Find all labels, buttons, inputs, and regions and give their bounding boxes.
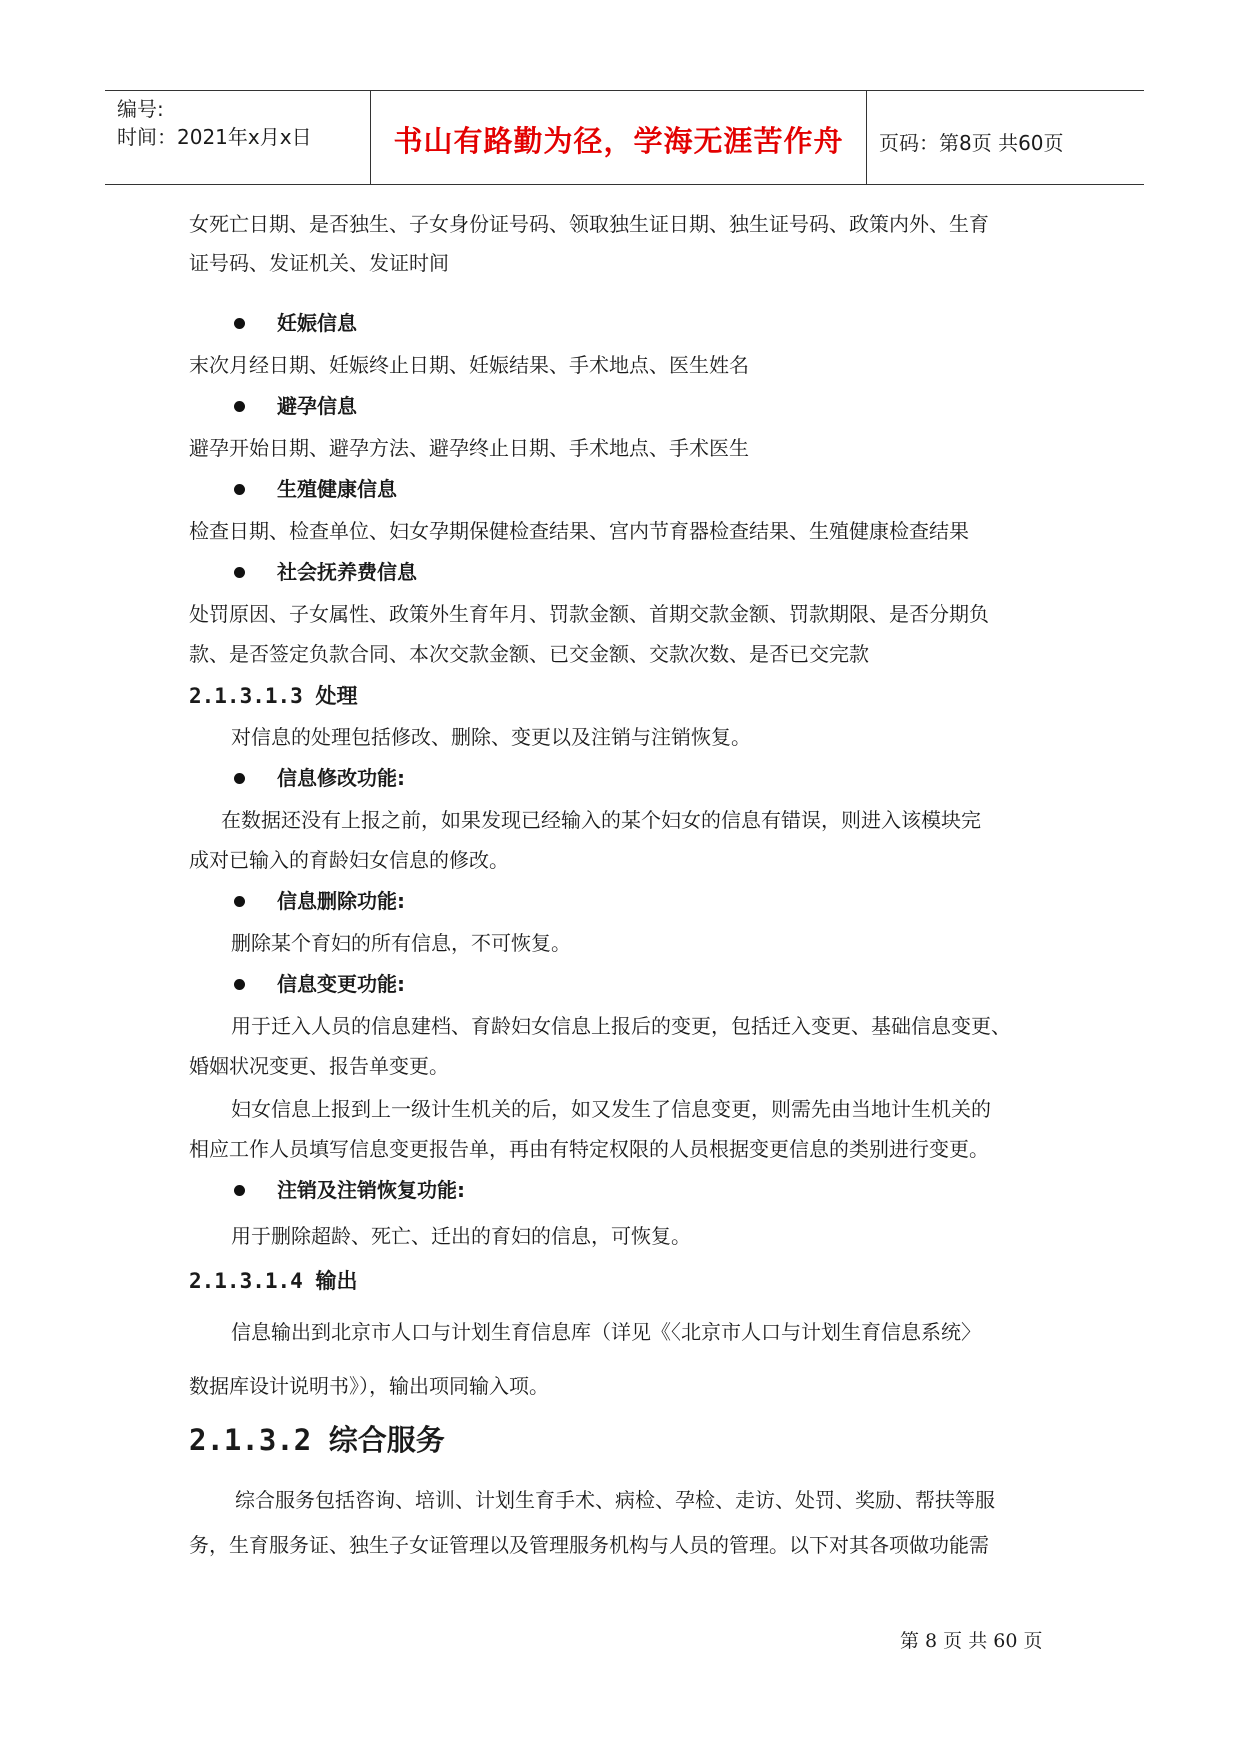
paragraph-line: 删除某个育妇的所有信息，不可恢复。	[231, 931, 571, 955]
paragraph-line: 婚姻状况变更、报告单变更。	[189, 1054, 449, 1078]
bullet-heading: 信息变更功能:	[277, 972, 405, 996]
bullet-heading: 社会抚养费信息	[277, 560, 417, 584]
bullet-icon	[234, 773, 245, 784]
paragraph-line: 数据库设计说明书》），输出项同输入项。	[189, 1374, 549, 1398]
time-label: 时间：2021年x月x日	[117, 125, 312, 149]
bullet-heading: 信息修改功能:	[277, 766, 405, 790]
bullet-icon	[234, 979, 245, 990]
bullet-icon	[234, 318, 245, 329]
section-heading-2131-4	[189, 1265, 357, 1295]
paragraph-line: 妇女信息上报到上一级计生机关的后，如又发生了信息变更，则需先由当地计生机关的	[231, 1097, 991, 1121]
section-number: 2.1.3.2	[189, 1423, 312, 1457]
section-heading-2131-3	[189, 680, 357, 710]
bullet-icon	[234, 484, 245, 495]
paragraph-line: 务，生育服务证、独生子女证管理以及管理服务机构与人员的管理。以下对其各项做功能需	[189, 1533, 989, 1557]
page-header	[105, 90, 1144, 185]
section-number: 2.1.3.1.3	[189, 684, 303, 708]
paragraph-line: 用于迁入人员的信息建档、育龄妇女信息上报后的变更，包括迁入变更、基础信息变更、	[231, 1014, 1011, 1038]
paragraph-line: 信息输出到北京市人口与计划生育信息库（详见《〈北京市人口与计划生育信息系统〉	[231, 1320, 981, 1344]
paragraph-line: 对信息的处理包括修改、删除、变更以及注销与注销恢复。	[231, 725, 751, 749]
paragraph-line: 在数据还没有上报之前，如果发现已经输入的某个妇女的信息有错误，则进入该模块完	[221, 808, 981, 832]
section-number: 2.1.3.1.4	[189, 1269, 303, 1293]
bullet-icon	[234, 1185, 245, 1196]
section-title: 综合服务	[328, 1423, 445, 1457]
page-code: 页码：第8页 共60页	[879, 131, 1064, 155]
bullet-heading: 避孕信息	[277, 394, 357, 418]
header-meta-cell	[105, 91, 371, 184]
section-title: 处理	[315, 684, 358, 708]
paragraph-line: 相应工作人员填写信息变更报告单，再由有特定权限的人员根据变更信息的类别进行变更。	[189, 1137, 989, 1161]
bullet-heading: 注销及注销恢复功能:	[277, 1178, 465, 1202]
section-title: 输出	[315, 1269, 358, 1293]
paragraph-line: 避孕开始日期、避孕方法、避孕终止日期、手术地点、手术医生	[189, 436, 749, 460]
bullet-icon	[234, 401, 245, 412]
motto: 书山有路勤为径，学海无涯苦作舟	[393, 124, 844, 158]
page-footer: 第 8 页 共 60 页	[900, 1630, 1043, 1652]
bullet-heading: 妊娠信息	[277, 311, 357, 335]
paragraph-line: 女死亡日期、是否独生、子女身份证号码、领取独生证日期、独生证号码、政策内外、生育	[189, 212, 989, 236]
section-heading-2132	[189, 1418, 445, 1459]
serial-label: 编号:	[117, 97, 164, 121]
paragraph-line: 款、是否签定负款合同、本次交款金额、已交金额、交款次数、是否已交完款	[189, 642, 869, 666]
bullet-icon	[234, 896, 245, 907]
bullet-heading: 信息删除功能:	[277, 889, 405, 913]
paragraph-line: 检查日期、检查单位、妇女孕期保健检查结果、宫内节育器检查结果、生殖健康检查结果	[189, 519, 969, 543]
paragraph-line: 证号码、发证机关、发证时间	[189, 251, 449, 275]
header-motto-cell	[371, 91, 867, 184]
paragraph-line: 末次月经日期、妊娠终止日期、妊娠结果、手术地点、医生姓名	[189, 353, 749, 377]
paragraph-line: 成对已输入的育龄妇女信息的修改。	[189, 848, 509, 872]
paragraph-line: 用于删除超龄、死亡、迁出的育妇的信息，可恢复。	[231, 1224, 691, 1248]
bullet-heading: 生殖健康信息	[277, 477, 397, 501]
paragraph-line: 处罚原因、子女属性、政策外生育年月、罚款金额、首期交款金额、罚款期限、是否分期负	[189, 602, 989, 626]
header-page-cell	[867, 91, 1144, 184]
bullet-icon	[234, 567, 245, 578]
paragraph-line: 综合服务包括咨询、培训、计划生育手术、病检、孕检、走访、处罚、奖励、帮扶等服	[235, 1488, 995, 1512]
